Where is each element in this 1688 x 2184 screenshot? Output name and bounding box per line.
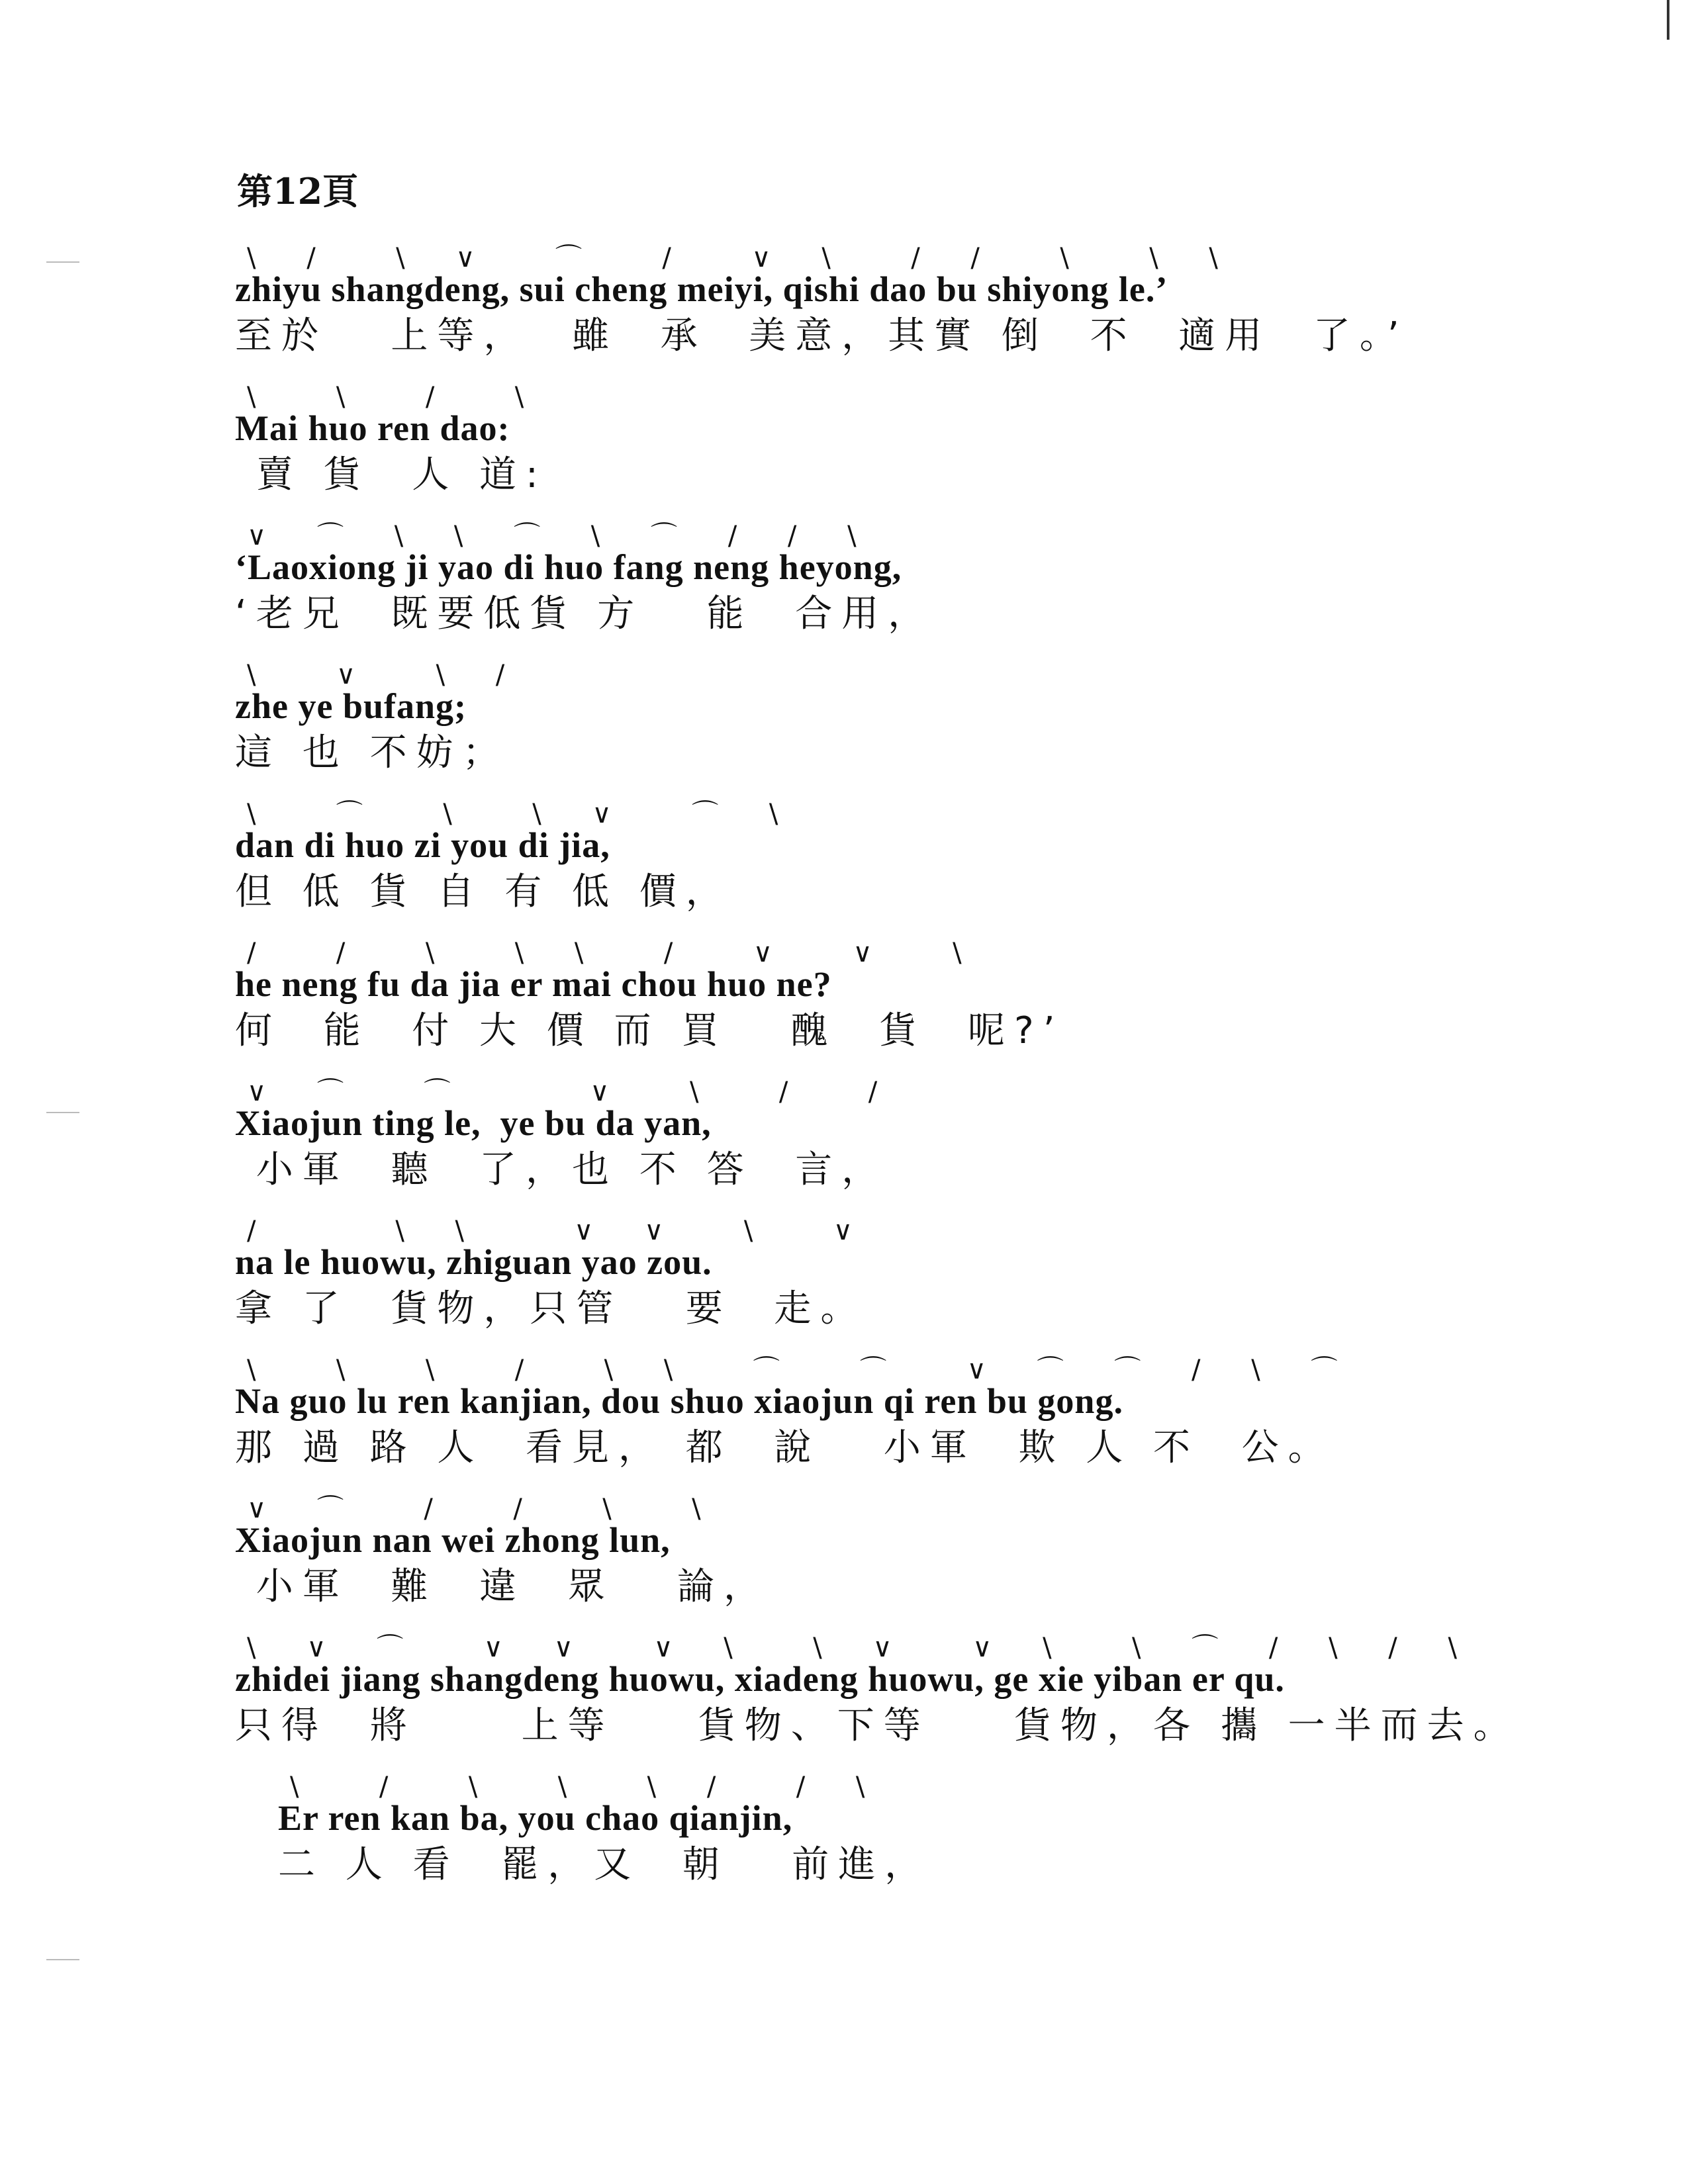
hanzi-line: 只得 將 上等 貨物、下等 貨物，各 攜 一半而去。 (235, 1704, 1520, 1747)
text-line (235, 1496, 1493, 1606)
pinyin-line: Na guo lu ren kanjian, dou shuo xiaojun qi ren bu gong. (235, 1381, 1123, 1421)
hanzi-line: 何 能 付 大 價 而 買 醜 貨 呢?’ (235, 1009, 1064, 1052)
pinyin-line: zhiyu shangdeng, sui cheng meiyi, qishi dao bu shiyong le.’ (235, 269, 1168, 309)
hanzi-line: 這 也 不妨； (235, 731, 509, 774)
page-label: 第12頁 (237, 170, 359, 212)
text-line (235, 940, 1493, 1050)
text-line (235, 245, 1493, 355)
hanzi-line: 但 低 貨 自 有 低 價， (235, 870, 732, 913)
text-line (235, 523, 1493, 633)
tone-marks: ∨ ⌒ \ \ ⌒ \ ⌒ / / \ (247, 521, 878, 551)
hanzi-line: 拿 了 貨物，只管 要 走。 (235, 1287, 867, 1330)
pinyin-line: Mai huo ren dao: (235, 408, 510, 448)
tone-marks: \ \ \ / \ \ ⌒ ⌒ ∨ ⌒ ⌒ / \ ⌒ (247, 1355, 1359, 1385)
pinyin-line: Xiaojun ting le, ye bu da yan, (235, 1103, 712, 1143)
pinyin-line: zhe ye bufang; (235, 686, 467, 726)
text-line (235, 662, 1493, 772)
hanzi-line: 那 過 路 人 看見， 都 說 小軍 欺 人 不 公。 (235, 1426, 1335, 1469)
tone-marks: / \ \ ∨ ∨ \ ∨ (247, 1216, 874, 1246)
pinyin-line: ‘Laoxiong ji yao di huo fang neng heyong, (235, 547, 902, 587)
pinyin-line: he neng fu da jia er mai chou huo ne? (235, 964, 832, 1004)
tone-marks: ∨ ⌒ / / \ \ (247, 1494, 722, 1524)
hanzi-line: 至於 上等， 雖 承 美意，其實 倒 不 適用 了。’ (235, 314, 1409, 357)
pinyin-line: zhidei jiang shangdeng huowu, xiadeng huowu, ge xie yiban er qu. (235, 1659, 1285, 1699)
text-line (235, 1218, 1493, 1328)
hanzi-line: ‘老兄 既要低貨 方 能 合用， (235, 592, 935, 635)
hanzi-line: 二 人 看 罷，又 朝 前進， (278, 1843, 931, 1886)
tone-marks: \ \ / \ (247, 382, 545, 412)
hanzi-line: 小軍 聽 了，也 不 答 言， (235, 1148, 888, 1191)
pinyin-line: Er ren kan ba, you chao qianjin, (278, 1798, 793, 1838)
pinyin-line: Xiaojun nan wei zhong lun, (235, 1520, 671, 1560)
text-line (235, 1357, 1493, 1467)
hanzi-line: 小軍 難 違 眾 論， (235, 1565, 771, 1608)
text-line (235, 1633, 1520, 1747)
scan-edge-mark (46, 1112, 79, 1113)
text-line (235, 801, 1493, 911)
pinyin-line: dan di huo zi you di jia, (235, 825, 610, 865)
text-line (235, 384, 1493, 494)
scan-edge-mark (1667, 0, 1669, 40)
tone-marks: / / \ \ \ / ∨ ∨ \ (247, 938, 983, 968)
tone-marks: \ ⌒ \ \ ∨ ⌒ \ (247, 799, 800, 829)
hanzi-line: 賣 貨 人 道: (235, 453, 547, 496)
tone-marks: \ / \ ∨ ⌒ / ∨ \ / / \ \ \ (247, 243, 1239, 273)
tone-marks: \ / \ \ \ / / \ (290, 1772, 886, 1802)
text-line (235, 1079, 1493, 1189)
tone-marks: \ ∨ ⌒ ∨ ∨ ∨ \ \ ∨ ∨ \ \ ⌒ / \ / \ (247, 1633, 1478, 1663)
text-line (278, 1774, 1536, 1884)
scan-edge-mark (46, 1959, 79, 1960)
tone-marks: ∨ ⌒ ⌒ ∨ \ / / (247, 1077, 899, 1107)
pinyin-line: na le huowu, zhiguan yao zou. (235, 1242, 712, 1282)
tone-marks: \ ∨ \ / (247, 660, 526, 690)
scan-edge-mark (46, 261, 79, 263)
